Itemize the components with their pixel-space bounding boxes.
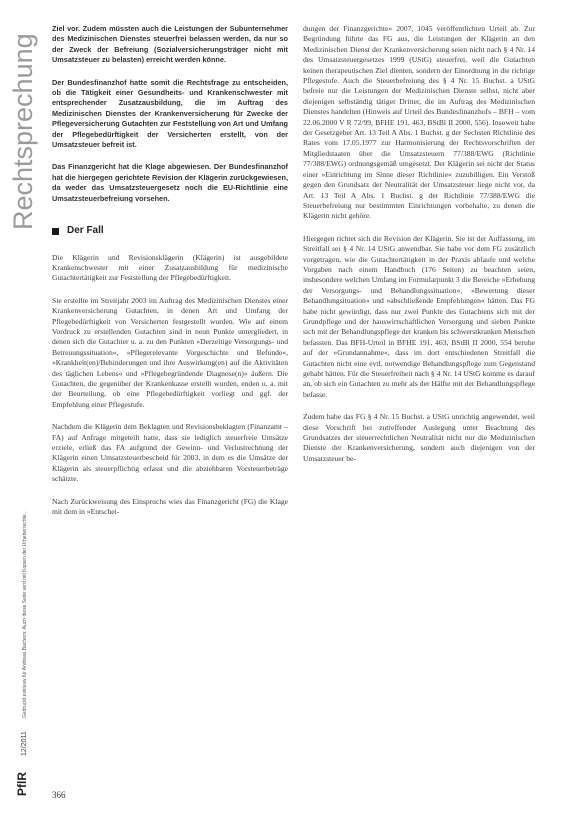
body-paragraph: Die Klägerin und Revisionsklägerin (Klägerin) ist ausgebildete Krankenschwester mit einer Zusatzausbildung für medizinische Gutachtertätigkeit zur Feststellung der Pflegebedürftigkeit.: [52, 252, 288, 283]
left-column: [52, 24, 288, 529]
lead-paragraph: Das Finanzgericht hat die Klage abgewiesen. Der Bundesfinanzhof hat die hiergegen gerichtete Revision der Klägerin zurückgewiesen, da weder das Umsatzsteuergesetz noch die EU-Richtlinie eine Umsatzsteuerbefreiung vorsehen.: [52, 162, 288, 203]
body-paragraph: Nachdem die Klägerin dem Beklagten und Revisionsbeklagten (Finanzamt – FA) auf Anfrage mitgeteilt hatte, dass sie lediglich steuerfreie Umsätze erziele, erließ das FA aufgrund der Gewinn- und Verlustrechnung der Klägerin einen Umsatzsteuerbescheid für 2003, in dem es die Umsätze der Klägerin als steuerpflichtig erfasst und die abziehbaren Vorsteuerbeträge schätzte.: [52, 422, 288, 484]
right-column: [303, 24, 535, 476]
section-heading: [52, 226, 288, 236]
side-footer: [6, 470, 32, 800]
body-paragraph: dungen der Finanzgerichte« 2007, 1045 veröffentlichten Urteil ab. Zur Begründung führte das FG aus, die Leistungen der Klägerin an den Medizinischen Dienst der Krankenversicherung seien nicht nach § 4 Nr. 14 des Umsatzsteuergesetzes 1999 (UStG) steuerfrei, weil die Gutachten keinen therapeutischen Ziel dienten, sondern der Einordnung in die richtige Pflegestufe. Auch die Steuerbefreiung des § 4 Nr. 15 Buchst. a UStG befreie nur die Leistungen der Medizinischen Dienste selbst, nicht aber diejenigen selbständig tätiger Dritter, die im Auftrag des Medizinischen Dienstes handelten (Hinweis auf Urteil des Bundesfinanzhofs – BFH – vom 22.06.2000 V R 72/99, BFHE 191, 463, BStBl II 2000, 556). Insoweit habe der Gesetzgeber Art. 13 Teil A Abs. 1 Buchst. g der Sechsten Richtlinie des Rates vom 17.05.1977 zur Harmonisierung der Rechtsvorschriften der Mitgliedstaaten über die Umsatzsteuern 77/388/EWG (Richtlinie 77/388/EWG) ordnungsgemäß umgesetzt. Der Klägerin sei nicht der Status einer »Einrichtung im Sinne dieser Richtlinie« zuzubilligen. Ein Verstoß gegen den Grundsatz der Neutralität der Umsatzsteuer liege nicht vor, da Art. 13 Teil A Abs. 1 Buchst. g der Richtlinie 77/388/EWG die Steuerbefreiung nur bestimmten Einrichtungen vorbehalte, zu denen die Klägerin nicht gehöre.: [303, 24, 535, 221]
body-paragraph: Sie erstellte im Streitjahr 2003 im Auftrag des Medizinischen Dienstes einer Krankenversicherung Gutachten, in denen Art und Umfang der Pflegebedürftigkeit von Versicherten festgestellt wurden. Wie auf einem Vordruck zu erstellenden Gutachten sind in neun Punkte untergliedert, in denen sich die Gutachter u. a. zu den Punkten »Derzeitige Versorgungs- und Betreuungssituation«, »Pflegerelevante Vorgeschichte und Befunde«, »Krankheit(en)/Behinderungen und ihre Auswirkung(en) auf die Aktivitäten des täglichen Lebens« und »Pflegebegründende Diagnose(n)« äußern. Die Gutachten, die gegenüber der Krankenkasse erstellt wurden, enden u. a. mit der Beurteilung, ob eine Pflegebedürftigkeit vorliegt und ggf. der Empfehlung einer Pflegestufe.: [52, 295, 288, 409]
bullet-square-icon: [52, 228, 59, 235]
issue-number: 12/2011: [21, 731, 28, 756]
lead-text: [52, 24, 288, 204]
section-title-text: Rechtsprechung: [8, 33, 38, 230]
section-title-vertical: [2, 4, 42, 234]
page-number: 366: [52, 790, 66, 800]
body-text-left: [52, 253, 288, 518]
body-paragraph: Zudem habe das FG § 4 Nr. 15 Buchst. a UStG unrichtig angewendet, weil diese Vorschrift bei zutreffender Auslegung unter Beachtung des Grundsatzes der steuerrechtlichen Neutralität nicht nur die Medizinischen Dienste der Krankenversicherung, sondern auch diejenigen von der Umsatzsteuer be-: [303, 412, 535, 463]
body-paragraph: Nach Zurückweisung des Einspruchs wies das Finanzgericht (FG) die Klage mit dem in »Entschei-: [52, 496, 288, 517]
lead-paragraph: Ziel vor. Zudem müssten auch die Leistungen der Subunternehmer des Medizinischen Dienstes steuerfrei belassen werden, da nur so der Zweck der Befreiung (Sozialversicherungsträger nicht mit Umsatzsteuer zu belasten) erreicht werden könne.: [52, 24, 288, 65]
section-heading-text: Der Fall: [67, 225, 104, 237]
copyright-notice: Gedruckt exklusiv für Andreas Bachem: Auch diese Seite wird mit Kopien der Urheberrechte...: [22, 510, 28, 718]
body-paragraph: Hiergegen richtet sich die Revision der Klägerin. Sie ist der Auffassung, im Streitfall sei § 4 Nr. 14 UStG anwendbar. Sie habe vor dem FG zusätzlich vorgetragen, wie die Gutachtertätigkeit in der Praxis ablaufe und welche Vorgaben nach einem Handbuch (176 Seiten) zu beachten seien, insbesondere welchen Umfang im Formularpunkt 3 die Bereiche »Erhebung der Versorgungs- und Behandlungssituation«, »Bewertung dieser Behandlungsituation« und »abschließende Empfehlungen« hätten. Das FG habe nicht gewürdigt, dass nur zwei Punkte des Gutachtens sich mit der Grundpflege und der hauswirtschaftlichen Versorgung und sieben Punkte sich mit der Behandlungspflege der kranken bis schwerstkranken Menschen befassten. Das BFH-Urteil in BFHE 191, 463, BStBl II 2000, 554 beruhe auf der »Grundannahme«, dass im dort entschiedenen Streitfall die Gutachten nicht eine evtl. notwendige Behandlungspflege zum Gegenstand gehabt hätten. Für die Steuerfreiheit nach § 4 Nr. 14 UStG komme es darauf an, ob sich ein Gutachten zu mehr als der Hälfte mit der Behandlungspflege befasse.: [303, 233, 535, 399]
journal-name: PflR: [15, 772, 29, 796]
lead-paragraph: Der Bundesfinanzhof hatte somit die Rechtsfrage zu entscheiden, ob die Tätigkeit einer Gesundheits- und Krankenschwester mit entsprechender Zusatzausbildung, die im Auftrag des Medizinischen Dienstes der Krankenversicherung für Zwecke der Pflegeversicherung Gutachten zur Feststellung von Art und Umfang der Pflegebedürftigkeit der Versicherten erstellt, von der Umsatzsteuer befreit ist.: [52, 77, 288, 150]
